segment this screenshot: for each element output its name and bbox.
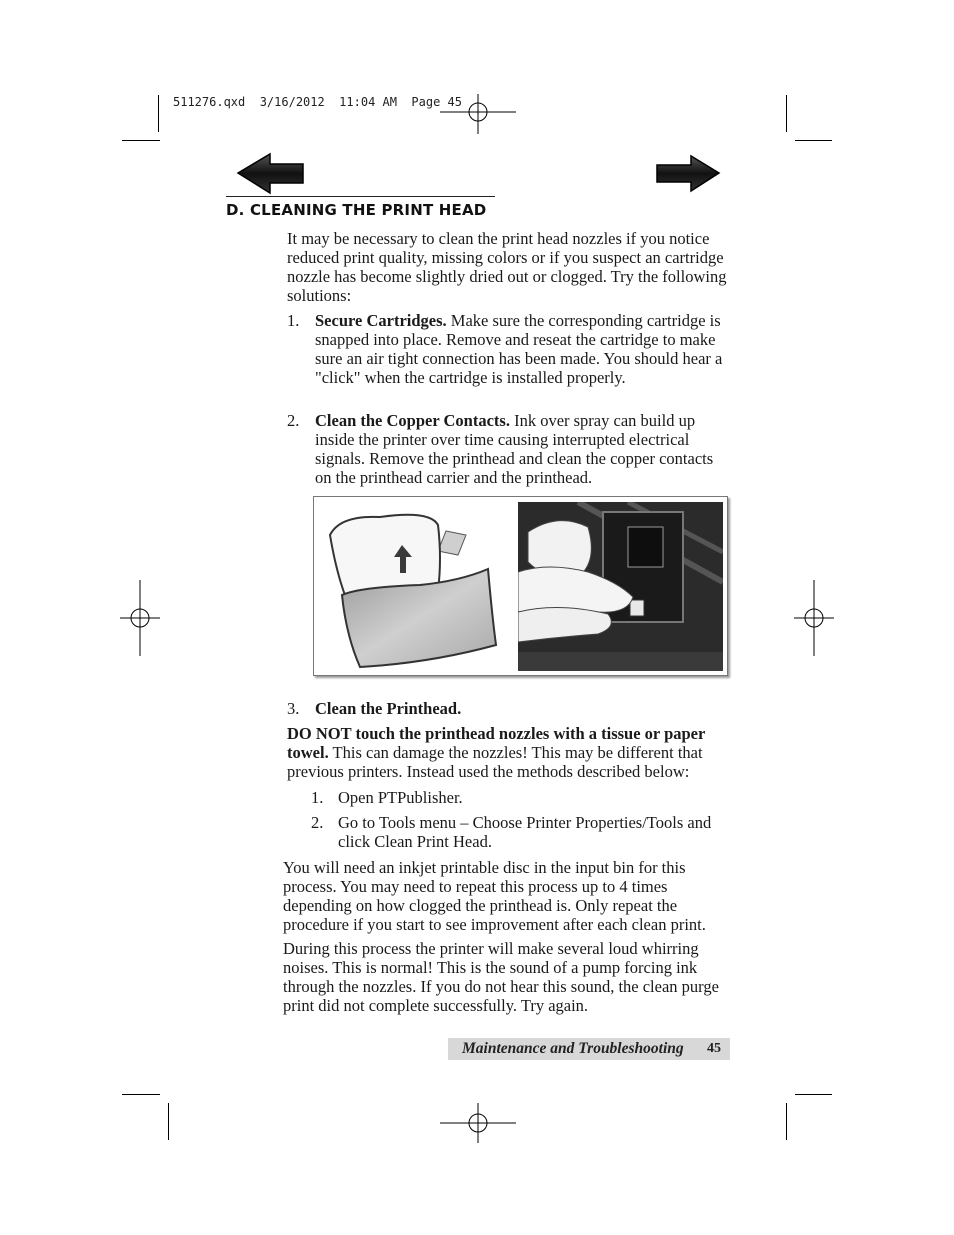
sub-list-item	[287, 813, 737, 851]
printhead-contacts-photo-icon	[518, 502, 723, 671]
registration-mark-bottom-icon	[440, 1103, 516, 1143]
list-item-text: Make sure the corresponding cartridge is snapped into place. Remove and reseat the cartridge to make sure an air tight connection has been made. You should hear a "click" when the cartridge is installed properly.	[315, 311, 723, 387]
list-item-title: Clean the Printhead.	[315, 699, 462, 718]
list-item-text: Ink over spray can build up inside the printer over time causing interrupted electrical signals. Remove the printhead and clean the copper contacts on the printhead carrier and the printhead.	[315, 411, 714, 487]
registration-mark-left-icon	[120, 580, 160, 656]
page-number: 45	[707, 1041, 721, 1056]
sub-list-item-number: 2.	[311, 813, 324, 832]
list-item-title: Clean the Copper Contacts.	[315, 411, 510, 430]
registration-mark-top-icon	[440, 94, 516, 134]
sub-list-item	[287, 788, 737, 807]
arrow-right-icon[interactable]	[655, 154, 721, 194]
cleaning-figure	[313, 496, 728, 676]
registration-mark-right-icon	[794, 580, 834, 656]
inkjet-disc-paragraph: You will need an inkjet printable disc in the input bin for this process. You may need to repeat this process up to 4 times depending on how clogged the printhead is. Only repeat the procedure if you start to see improvement after each clean print.	[283, 858, 706, 934]
heading-rule	[226, 196, 495, 197]
cleaning-wipe-packet-icon	[320, 505, 510, 671]
print-slug-line: 511276.qxd 3/16/2012 11:04 AM Page 45	[173, 95, 462, 109]
warning-paragraph	[287, 724, 732, 781]
footer-chapter-title: Maintenance and Troubleshooting	[462, 1040, 684, 1057]
list-item	[287, 411, 727, 487]
list-item-number: 2.	[287, 411, 300, 430]
list-item-title: Secure Cartridges.	[315, 311, 447, 330]
whirring-noise-paragraph: During this process the printer will make several loud whirring noises. This is normal! This is the sound of a pump forcing ink through the nozzles. If you do not hear this sound, the clean purge print did not complete successfully. Try again.	[283, 939, 719, 1015]
arrow-left-icon[interactable]	[236, 152, 306, 196]
warning-text: This can damage the nozzles! This may be different that previous printers. Instead used the methods described below:	[287, 743, 703, 781]
list-item	[287, 311, 727, 387]
list-item-number: 1.	[287, 311, 300, 330]
warning-bold-text: DO NOT touch the printhead nozzles with a tissue or paper towel.	[287, 724, 706, 762]
list-item-number: 3.	[287, 699, 300, 718]
intro-paragraph: It may be necessary to clean the print head nozzles if you notice reduced print quality, missing colors or if you suspect an cartridge nozzle has become slightly dried out or clogged. Try the following solutions:	[287, 229, 727, 305]
sub-list-item-text: Go to Tools menu – Choose Printer Properties/Tools and click Clean Print Head.	[338, 813, 712, 851]
section-heading: D. CLEANING THE PRINT HEAD	[226, 201, 487, 219]
list-item	[287, 699, 727, 718]
sub-list-item-text: Open PTPublisher.	[338, 788, 463, 807]
sub-list-item-number: 1.	[311, 788, 324, 807]
